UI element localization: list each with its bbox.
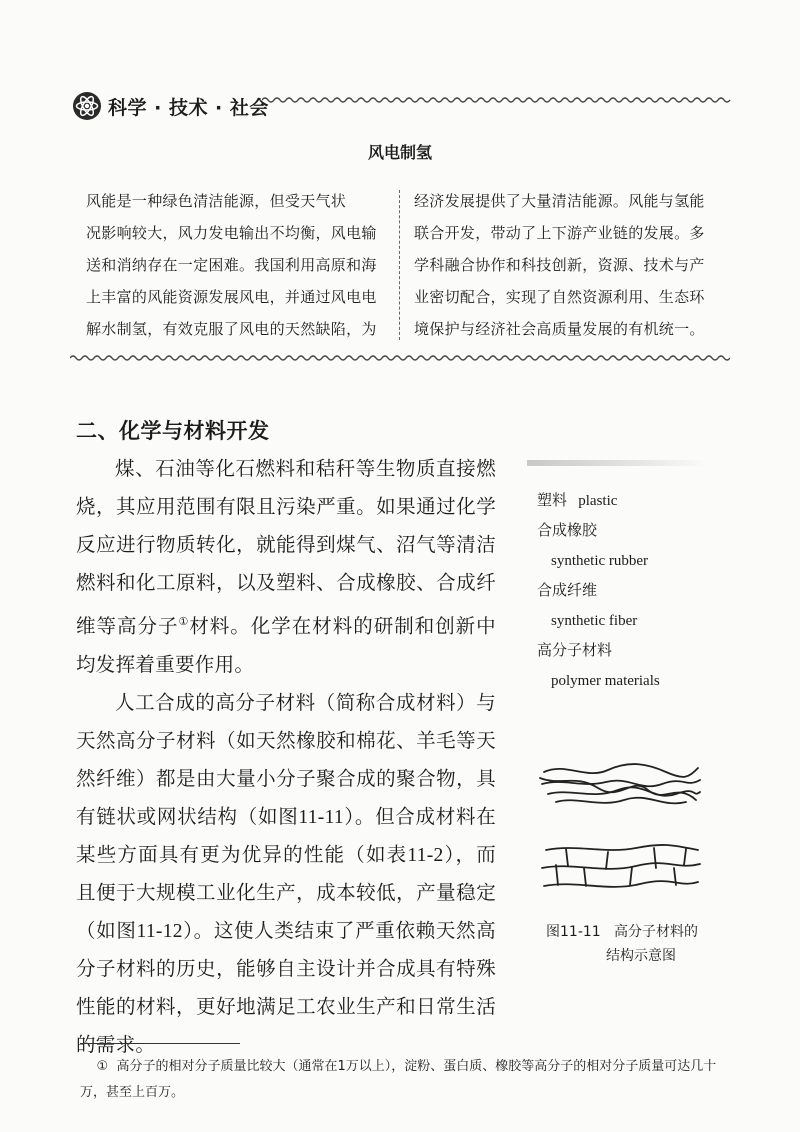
box-right-line: 学科融合协作和科技创新，资源、技术与产 (414, 258, 705, 274)
box-left-line: 解水制氢，有效克服了风电的天然缺陷，为 (86, 322, 377, 338)
box-left-line: 风能是一种绿色清洁能源，但受天气状 (86, 194, 347, 210)
polymer-structure-figure (536, 758, 706, 908)
glossary-item-zh: 合成纤维 (537, 583, 598, 599)
glossary (537, 486, 660, 696)
glossary-item-en: polymer materials (551, 673, 660, 689)
atom-icon (72, 91, 102, 121)
sidebar-rule (527, 460, 707, 466)
box-title: 风电制氢 (367, 143, 432, 162)
box-left-line: 上丰富的风能资源发展风电，并通过风电电 (86, 290, 377, 306)
section-heading: 二、化学与材料开发 (76, 419, 270, 443)
glossary-item-zh: 高分子材料 (537, 643, 613, 659)
box-left-line: 送和消纳存在一定困难。我国利用高原和海 (86, 258, 377, 274)
figure-caption-line2: 结构示意图 (606, 948, 676, 964)
p1-text-b: 材料。化学在材料的研制和创新中均发挥着重要作用。 (76, 616, 496, 676)
figure-caption (546, 920, 698, 968)
glossary-item-en: synthetic fiber (551, 613, 638, 629)
footnote (80, 1054, 730, 1106)
box-right-line: 业密切配合，实现了自然资源利用、生态环 (414, 290, 705, 306)
paragraph-2: 人工合成的高分子材料（简称合成材料）与天然高分子材料（如天然橡胶和棉花、羊毛等天然纤维）都是由大量小分子聚合成的聚合物，具有链状或网状结构（如图11-11）。但合成材料在某些方面具有更为优异的性能（如表11-2），而且便于大规模工业化生产，成本较低，产量稳定（如图11-12）。这使人类结束了严重依赖天然高分子材料的历史，能够自主设计并合成具有特殊性能的材料，更好地满足工农业生产和日常生活的需求。 (76, 692, 496, 1056)
column-divider (399, 190, 400, 340)
figure-caption-line1 (546, 920, 698, 944)
p1-text-a: 煤、石油等化石燃料和秸秆等生物质直接燃烧，其应用范围有限且污染严重。如果通过化学反应进行物质转化，就能得到煤气、沼气等清洁燃料和化工原料，以及塑料、合成橡胶、合成纤维等高分子 (76, 459, 496, 638)
main-body (76, 451, 496, 1065)
paragraph-1 (76, 451, 496, 685)
section-header-title: 科学 · 技术 · 社会 (108, 96, 269, 119)
section-header (72, 88, 269, 124)
box-right-line: 经济发展提供了大量清洁能源。风能与氢能 (414, 194, 705, 210)
box-right-line: 境保护与经济社会高质量发展的有机统一。 (414, 322, 705, 338)
glossary-item (537, 486, 660, 516)
header-wavy-rule (262, 94, 732, 106)
network-structure-drawing (542, 845, 700, 887)
box-right-column (414, 186, 714, 346)
glossary-item-en: synthetic rubber (551, 553, 649, 569)
footnote-ref[interactable]: ① (178, 616, 190, 628)
glossary-en: plastic (578, 493, 618, 509)
box-left-column (86, 186, 386, 346)
box-left-line: 况影响较大，风力发电输出不均衡，风电输 (86, 226, 377, 242)
figure-caption-text: 高分子材料的 (614, 924, 699, 940)
glossary-zh: 塑料 (537, 493, 568, 509)
footnote-text: 高分子的相对分子质量比较大（通常在1万以上），淀粉、蛋白质、橡胶等高分子的相对分子质量可达几十万，甚至上百万。 (80, 1059, 717, 1100)
box-right-line: 联合开发，带动了上下游产业链的发展。多 (414, 226, 705, 242)
footnote-mark: ① (96, 1059, 109, 1074)
footnote-rule (80, 1043, 240, 1044)
figure-label: 图11-11 (546, 924, 601, 940)
chain-structure-drawing (540, 764, 700, 803)
glossary-item-zh: 合成橡胶 (537, 523, 598, 539)
box-bottom-wavy-rule (70, 352, 730, 364)
